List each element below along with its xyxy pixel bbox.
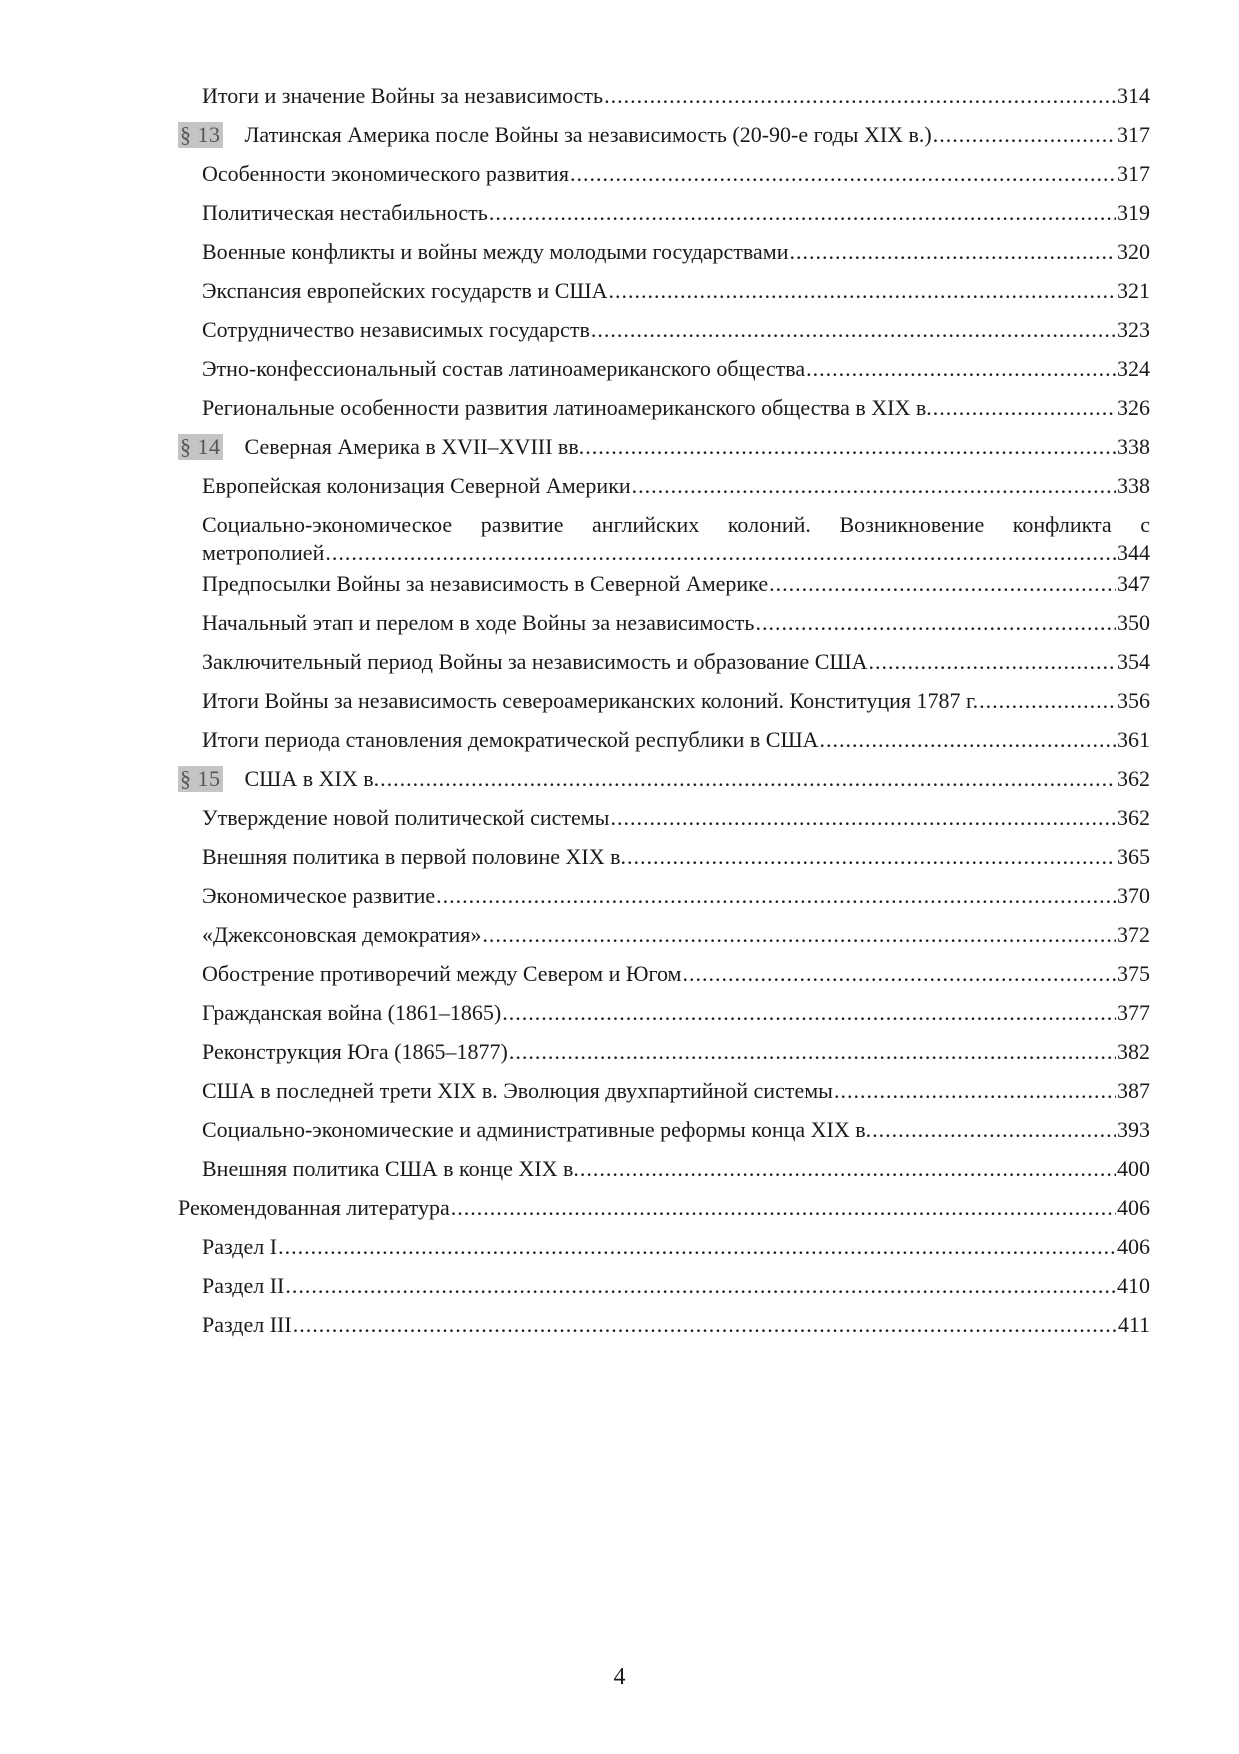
toc-entry[interactable]: [178, 1312, 1150, 1351]
page-number: 4: [613, 1664, 626, 1690]
toc-entry-page: 347: [1117, 571, 1150, 596]
toc-entry[interactable]: [178, 1117, 1150, 1156]
toc-entry[interactable]: [178, 1039, 1150, 1078]
leader-dots: [325, 540, 1116, 566]
leader-dots: [591, 317, 1116, 343]
table-of-contents: [178, 83, 1150, 1351]
section-number: § 13: [180, 122, 221, 147]
toc-entry[interactable]: [178, 844, 1150, 883]
toc-entry-title: Северная Америка в XVII–XVIII вв.: [244, 434, 585, 459]
toc-entry-page: 314: [1117, 83, 1150, 108]
toc-entry-title: США в последней трети XIX в. Эволюция двухпартийной системы: [202, 1078, 833, 1103]
toc-entry-title-line2: метрополией: [202, 540, 325, 565]
toc-entry-page: 321: [1117, 278, 1150, 303]
toc-entry-page: 344: [1117, 540, 1150, 565]
leader-dots: [285, 1273, 1116, 1299]
toc-entry-page: 393: [1117, 1117, 1150, 1142]
leader-dots: [278, 1234, 1116, 1260]
toc-entry-title: Социально-экономические и административные реформы конца XIX в.: [202, 1117, 872, 1142]
leader-dots: [585, 434, 1116, 460]
toc-entry[interactable]: [178, 805, 1150, 844]
leader-dots: [632, 473, 1116, 499]
toc-entry-title: Итоги и значение Войны за независимость: [202, 83, 604, 108]
toc-entry-page: 406: [1117, 1234, 1150, 1259]
toc-entry-page: 372: [1117, 922, 1150, 947]
leader-dots: [502, 1000, 1116, 1026]
toc-entry[interactable]: [178, 239, 1150, 278]
toc-entry-title: Гражданская война (1861–1865): [202, 1000, 502, 1025]
toc-entry-page: 326: [1117, 395, 1150, 420]
toc-entry[interactable]: [178, 727, 1150, 766]
leader-dots: [580, 1156, 1116, 1182]
leader-dots: [755, 610, 1116, 636]
toc-entry-page: 361: [1117, 727, 1150, 752]
leader-dots: [570, 161, 1116, 187]
toc-entry-title: Политическая нестабильность: [202, 200, 488, 225]
leader-dots: [869, 649, 1117, 675]
toc-entry-title: Раздел II: [202, 1273, 285, 1298]
toc-entry-title: Обострение противоречий между Севером и Югом: [202, 961, 682, 986]
toc-entry[interactable]: [178, 1000, 1150, 1039]
leader-dots: [604, 83, 1116, 109]
toc-entry-title: Внешняя политика США в конце XIX в.: [202, 1156, 579, 1181]
toc-section-entry[interactable]: [178, 434, 1150, 473]
toc-entry[interactable]: [178, 922, 1150, 961]
toc-entry-title-line1: Социально-экономическое развитие английских колоний. Возникновение конфликта с: [202, 512, 1150, 537]
leader-dots: [380, 766, 1116, 792]
toc-section-entry[interactable]: [178, 766, 1150, 805]
toc-entry-title: Заключительный период Войны за независимость и образование США: [202, 649, 868, 674]
toc-entry-page: 324: [1117, 356, 1150, 381]
toc-entry-title: «Джексоновская демократия»: [202, 922, 482, 947]
toc-entry-page: 362: [1117, 805, 1150, 830]
toc-entry-title: Раздел III: [202, 1312, 292, 1337]
toc-entry[interactable]: [178, 1234, 1150, 1273]
section-number: § 14: [180, 434, 221, 459]
toc-entry-title: Реконструкция Юга (1865–1877): [202, 1039, 508, 1064]
toc-entry[interactable]: [178, 161, 1150, 200]
toc-entry-page: 382: [1117, 1039, 1150, 1064]
leader-dots: [834, 1078, 1116, 1104]
leader-dots: [806, 356, 1116, 382]
leader-dots: [436, 883, 1116, 909]
leader-dots: [769, 571, 1116, 597]
leader-dots: [610, 805, 1116, 831]
toc-entry-page: 377: [1117, 1000, 1150, 1025]
toc-entry-title: Сотрудничество независимых государств: [202, 317, 590, 342]
toc-entry-title: Раздел I: [202, 1234, 278, 1259]
toc-entry-page: 320: [1117, 239, 1150, 264]
toc-entry-title: Экспансия европейских государств и США: [202, 278, 608, 303]
leader-dots: [608, 278, 1116, 304]
toc-entry-page: 317: [1117, 122, 1150, 147]
leader-dots: [489, 200, 1116, 226]
toc-entry-title: Региональные особенности развития латиноамериканского общества в XIX в.: [202, 395, 932, 420]
toc-entry-page: 365: [1117, 844, 1150, 869]
toc-entry[interactable]: [178, 883, 1150, 922]
toc-entry-page: 410: [1117, 1273, 1150, 1298]
leader-dots: [789, 239, 1116, 265]
toc-entry-title: Утверждение новой политической системы: [202, 805, 610, 830]
toc-entry-page: 370: [1117, 883, 1150, 908]
toc-entry[interactable]: [178, 1156, 1150, 1195]
toc-entry[interactable]: [178, 571, 1150, 610]
toc-entry-title: Экономическое развитие: [202, 883, 436, 908]
leader-dots: [482, 922, 1116, 948]
toc-entry-title: Рекомендованная литература: [178, 1195, 450, 1220]
toc-entry-title: Начальный этап и перелом в ходе Войны за независимость: [202, 610, 755, 635]
toc-entry-page: 317: [1117, 161, 1150, 186]
toc-entry[interactable]: [178, 1078, 1150, 1117]
toc-entry-page: 338: [1117, 434, 1150, 459]
toc-entry-title: Латинская Америка после Войны за независимость (20-90-е годы XIX в.): [244, 122, 932, 147]
toc-entry[interactable]: [178, 649, 1150, 688]
toc-entry-page: 400: [1117, 1156, 1150, 1181]
leader-dots: [451, 1195, 1116, 1221]
toc-entry[interactable]: [178, 961, 1150, 1000]
leader-dots: [933, 395, 1116, 421]
toc-entry-page: 375: [1117, 961, 1150, 986]
toc-entry[interactable]: [178, 688, 1150, 727]
toc-entry-page: 387: [1117, 1078, 1150, 1103]
toc-entry[interactable]: [178, 356, 1150, 395]
leader-dots: [293, 1312, 1117, 1338]
toc-entry-title: Итоги Войны за независимость североамериканских колоний. Конституция 1787 г.: [202, 688, 979, 713]
toc-entry[interactable]: [178, 317, 1150, 356]
toc-entry-page: 411: [1117, 1312, 1150, 1337]
toc-entry-title: Внешняя политика в первой половине XIX в.: [202, 844, 626, 869]
leader-dots: [820, 727, 1116, 753]
toc-entry-title: Европейская колонизация Северной Америки: [202, 473, 631, 498]
toc-section-entry[interactable]: [178, 122, 1150, 161]
leader-dots: [627, 844, 1116, 870]
toc-entry[interactable]: [178, 1273, 1150, 1312]
toc-entry-top-level[interactable]: [178, 1195, 1150, 1234]
toc-entry-title: Этно-конфессиональный состав латиноамериканского общества: [202, 356, 806, 381]
leader-dots: [509, 1039, 1116, 1065]
toc-entry-title: США в XIX в.: [244, 766, 380, 791]
toc-entry[interactable]: [178, 83, 1150, 122]
toc-entry[interactable]: [178, 278, 1150, 317]
leader-dots: [979, 688, 1116, 714]
toc-entry-page: 350: [1117, 610, 1150, 635]
toc-entry-title: Предпосылки Войны за независимость в Северной Америке: [202, 571, 769, 596]
toc-entry-page: 319: [1117, 200, 1150, 225]
leader-dots: [682, 961, 1116, 987]
toc-entry-page: 354: [1117, 649, 1150, 674]
toc-entry-page: 323: [1117, 317, 1150, 342]
leader-dots: [933, 122, 1116, 148]
toc-entry[interactable]: [178, 473, 1150, 512]
toc-entry-title: Особенности экономического развития: [202, 161, 569, 186]
section-number: § 15: [180, 766, 221, 791]
toc-entry-page: 362: [1117, 766, 1150, 791]
toc-entry-page: 406: [1117, 1195, 1150, 1220]
toc-entry[interactable]: [178, 395, 1150, 434]
leader-dots: [872, 1117, 1116, 1143]
toc-entry-title: Итоги периода становления демократической республики в США: [202, 727, 819, 752]
toc-entry-page: 338: [1117, 473, 1150, 498]
toc-entry-multiline[interactable]: [178, 512, 1150, 571]
toc-entry[interactable]: [178, 610, 1150, 649]
toc-entry[interactable]: [178, 200, 1150, 239]
toc-entry-title: Военные конфликты и войны между молодыми государствами: [202, 239, 789, 264]
toc-entry-page: 356: [1117, 688, 1150, 713]
